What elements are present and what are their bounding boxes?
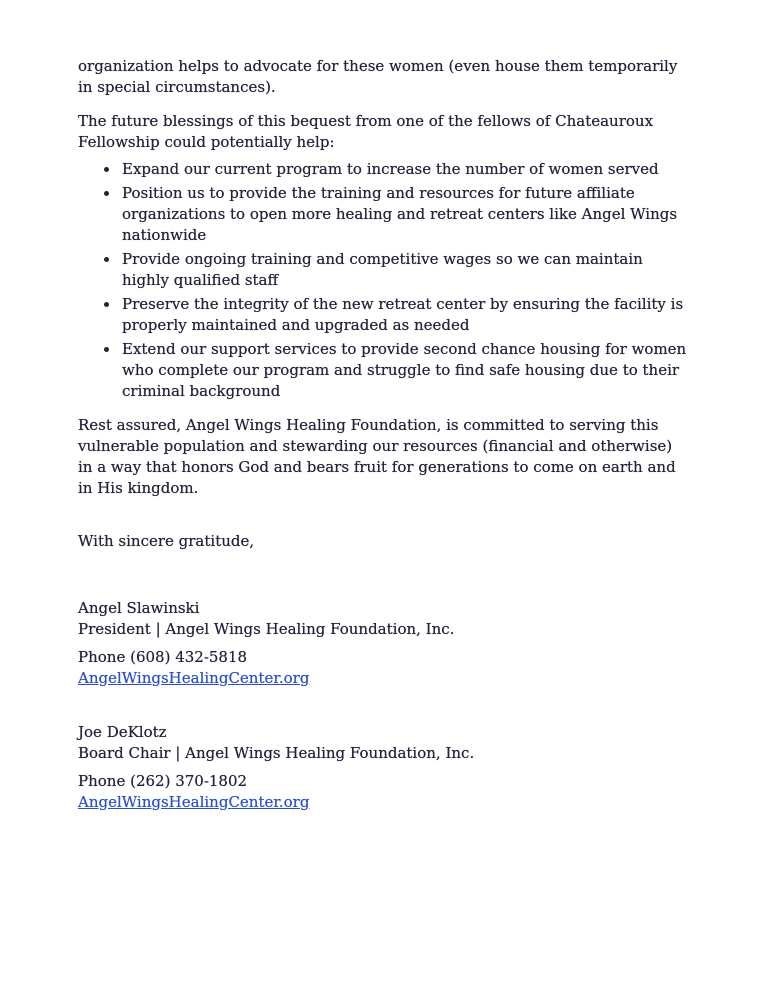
signature-block-president [78,598,690,689]
signature-block-board-chair [78,722,690,813]
signatory-name: Joe DeKlotz [78,723,167,741]
signatory-title: President | Angel Wings Healing Foundation, Inc. [78,620,455,638]
paragraph-commitment: Rest assured, Angel Wings Healing Foundation, is committed to serving this vulnerable population and stewarding our resources (financial and otherwise) in a way that honors God and bears fruit for generations to come on earth and in His kingdom. [78,416,676,497]
signatory-name: Angel Slawinski [78,599,200,617]
benefits-list [78,159,690,402]
closing-salutation: With sincere gratitude, [78,532,255,550]
list-item-second-chance-housing: • Extend our support services to provide second chance housing for women who complete our program and struggle to find safe housing due to their criminal background [120,339,690,402]
paragraph-advocacy-continuation: organization helps to advocate for these women (even house them temporarily in special circumstances). [78,57,678,96]
phone-number: Phone (262) 370-1802 [78,772,248,790]
list-item-affiliate-organizations: • Position us to provide the training and resources for future affiliate organizations to open more healing and retreat centers like Angel Wings nationwide [120,183,690,246]
phone-number: Phone (608) 432-5818 [78,648,248,666]
paragraph-bequest-intro: The future blessings of this bequest from one of the fellows of Chateauroux Fellowship could potentially help: [78,112,654,151]
list-item-expand-program: • Expand our current program to increase the number of women served [120,159,690,180]
list-item-preserve-facility: • Preserve the integrity of the new retreat center by ensuring the facility is properly maintained and upgraded as needed [120,294,690,336]
list-item-training-wages: • Provide ongoing training and competitive wages so we can maintain highly qualified staff [120,249,690,291]
website-link[interactable]: AngelWingsHealingCenter.org [78,669,310,687]
letter-body [78,56,690,813]
website-link[interactable]: AngelWingsHealingCenter.org [78,793,310,811]
signatory-title: Board Chair | Angel Wings Healing Foundation, Inc. [78,744,475,762]
